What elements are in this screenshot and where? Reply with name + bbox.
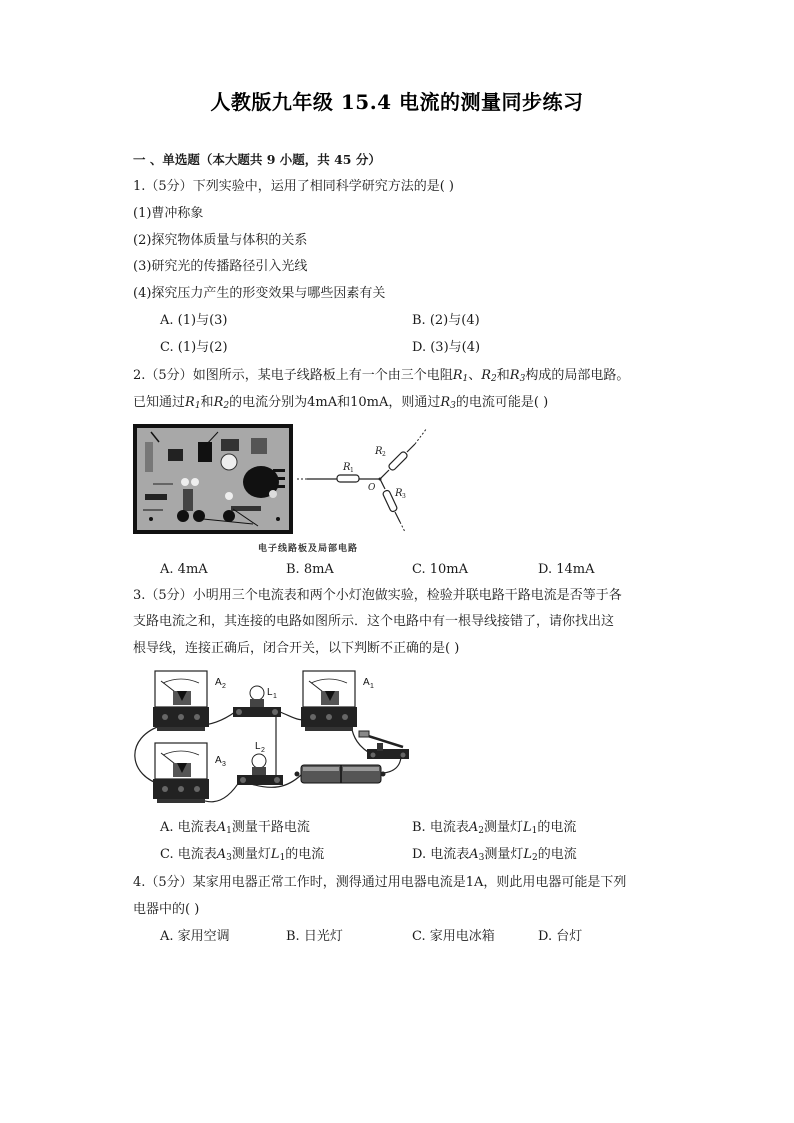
question-text: 下列实验中，运用了相同科学研究方法的是( ) — [192, 179, 454, 194]
q1-option-a[interactable] — [160, 313, 228, 329]
svg-text:3: 3 — [402, 493, 406, 500]
q2-option-c[interactable] — [412, 562, 468, 578]
var-a: A — [216, 820, 227, 835]
option-label: B. — [412, 820, 426, 835]
q4-option-d[interactable] — [538, 929, 582, 945]
var-l: L — [522, 820, 532, 835]
subscript: 1 — [279, 853, 286, 863]
option-text: 测量灯 — [231, 847, 271, 862]
option-text: 的电流 — [285, 847, 325, 862]
option-label: C. — [160, 340, 174, 355]
question-score: （5分） — [145, 368, 193, 383]
option-text: 测量干路电流 — [231, 820, 310, 835]
figure-caption: 电子线路板及局部电路 — [258, 544, 359, 554]
option-text: 电流表 — [429, 820, 469, 835]
question-1-item: (1)曹冲称象 — [133, 206, 204, 221]
subscript: 3 — [478, 853, 485, 863]
question-text: 某家用电器正常工作时，测得通过用电器电流是1A，则此用电器可能是下列 — [192, 875, 627, 890]
option-label: C. — [412, 562, 426, 577]
question-text: 小明用三个电流表和两个小灯泡做实验，检验并联电路干路电流是否等于各 — [192, 588, 622, 603]
q3-option-a[interactable] — [160, 820, 310, 839]
switch — [359, 731, 409, 759]
option-text: 的电流 — [537, 820, 577, 835]
svg-text:1: 1 — [350, 467, 354, 474]
var-l: L — [270, 847, 280, 862]
ammeter-a3 — [153, 743, 209, 803]
option-text: 测量灯 — [483, 820, 523, 835]
q3-option-d[interactable] — [412, 847, 577, 866]
var-r: $R_2$ — [213, 395, 230, 411]
question-score: （5分） — [145, 179, 193, 194]
label-o: O — [368, 483, 376, 493]
option-label: A. — [160, 929, 174, 944]
option-label: A. — [160, 562, 174, 577]
circuit-board-photo — [133, 424, 293, 534]
var-r: $R_3$ — [509, 368, 526, 384]
svg-text:A: A — [215, 755, 222, 766]
question-1-item: (2)探究物体质量与体积的关系 — [133, 233, 308, 248]
question-score: （5分） — [145, 875, 193, 890]
option-text: 电流表 — [177, 820, 217, 835]
document-title: 人教版九年级 15.4 电流的测量同步练习 — [210, 90, 584, 114]
question-3-stem-line-3: 根导线，连接正确后，闭合开关，以下判断不正确的是( ) — [133, 641, 460, 656]
question-1-item: (4)探究压力产生的形变效果与哪些因素有关 — [133, 286, 386, 301]
q2-option-a[interactable] — [160, 562, 208, 578]
q1-option-d[interactable] — [412, 340, 480, 356]
section-header: 一 、单选题（本大题共 9 小题，共 45 分） — [133, 152, 381, 167]
option-label: B. — [412, 313, 426, 328]
question-number: 4. — [133, 875, 146, 890]
question-score: （5分） — [145, 588, 193, 603]
option-text: 8mA — [303, 562, 334, 577]
ammeter-circuit-figure — [133, 667, 418, 809]
option-text: 电流表 — [177, 847, 217, 862]
partial-circuit-diagram — [295, 424, 435, 534]
option-text: 的电流 — [537, 847, 577, 862]
label-r1: R — [343, 462, 351, 473]
var-r: $R_2$ — [481, 368, 497, 384]
option-label: D. — [412, 340, 427, 355]
option-text: (1)与(3) — [177, 313, 228, 328]
option-label: B. — [286, 929, 300, 944]
var-l: L — [523, 847, 533, 862]
option-label: A. — [160, 820, 174, 835]
option-label: D. — [538, 929, 553, 944]
svg-text:A: A — [215, 677, 222, 688]
option-text: 家用电冰箱 — [429, 929, 495, 944]
option-text: 电流表 — [430, 847, 470, 862]
question-number: 2. — [133, 368, 146, 383]
option-label: C. — [160, 847, 174, 862]
question-text: 和 — [200, 395, 214, 410]
var-r: $R_1$ — [185, 395, 201, 411]
option-text: 10mA — [429, 562, 469, 577]
subscript: 3 — [226, 853, 232, 863]
q1-option-b[interactable] — [412, 313, 480, 329]
q3-option-c[interactable] — [160, 847, 324, 866]
q4-option-c[interactable] — [412, 929, 495, 945]
q2-option-b[interactable] — [286, 562, 334, 578]
var-a: A — [469, 847, 479, 862]
svg-text:L: L — [255, 741, 261, 752]
option-text: 4mA — [177, 562, 208, 577]
question-1-stem — [133, 179, 454, 195]
question-text: 的电流分别为4mA和10mA，则通过 — [229, 395, 441, 410]
question-text: 的电流可能是( ) — [455, 395, 549, 410]
var-r: $R_3$ — [440, 395, 456, 411]
question-4-stem-line-1 — [133, 875, 626, 891]
subscript: 1 — [226, 826, 232, 836]
svg-text:L: L — [267, 687, 273, 698]
subscript: 1 — [531, 826, 538, 836]
option-text: 日光灯 — [303, 929, 343, 944]
option-label: A. — [160, 313, 174, 328]
svg-text:1: 1 — [273, 693, 277, 700]
label-r3: R — [395, 488, 403, 499]
question-1-item: (3)研究光的传播路径引入光线 — [133, 259, 308, 274]
ammeter-a2 — [153, 671, 209, 731]
option-text: 家用空调 — [177, 929, 230, 944]
option-label: B. — [286, 562, 300, 577]
question-2-stem-line-2 — [133, 395, 548, 414]
option-label: D. — [412, 847, 427, 862]
option-text: 测量灯 — [484, 847, 524, 862]
svg-text:2: 2 — [261, 747, 265, 754]
svg-text:2: 2 — [222, 683, 226, 690]
option-text: 14mA — [556, 562, 595, 577]
q3-option-b[interactable] — [412, 820, 576, 839]
q4-option-a[interactable] — [160, 929, 230, 945]
question-3-stem-line-2: 支路电流之和，其连接的电路如图所示．这个电路中有一根导线接错了，请你找出这 — [133, 614, 615, 629]
svg-text:3: 3 — [222, 761, 226, 768]
svg-text:1: 1 — [370, 683, 374, 690]
question-2-stem-line-1 — [133, 368, 629, 387]
option-text: (3)与(4) — [430, 340, 481, 355]
option-text: 台灯 — [556, 929, 583, 944]
subscript: 2 — [532, 853, 538, 863]
question-text: 已知通过 — [133, 395, 186, 410]
q4-option-b[interactable] — [286, 929, 343, 945]
question-text: 构成的局部电路。 — [525, 368, 630, 383]
svg-text:A: A — [363, 677, 370, 688]
option-text: (2)与(4) — [429, 313, 480, 328]
question-number: 3. — [133, 588, 146, 603]
battery — [295, 765, 386, 783]
option-label: C. — [412, 929, 426, 944]
ammeter-a1 — [301, 671, 357, 731]
var-r: $R_1$ — [452, 368, 469, 384]
question-4-stem-line-2: 电器中的( ) — [133, 902, 200, 917]
svg-text:2: 2 — [382, 451, 386, 458]
subscript: 2 — [478, 826, 484, 836]
q1-option-c[interactable] — [160, 340, 228, 356]
question-number: 1. — [133, 179, 146, 194]
q2-option-d[interactable] — [538, 562, 595, 578]
question-3-stem-line-1 — [133, 588, 622, 604]
question-text: 和 — [496, 368, 510, 383]
question-text: 如图所示，某电子线路板上有一个由三个电阻 — [192, 368, 453, 383]
bulb-l1 — [233, 686, 281, 717]
label-r2: R — [375, 446, 383, 457]
var-a: A — [216, 847, 227, 862]
var-a: A — [468, 820, 479, 835]
option-label: D. — [538, 562, 553, 577]
question-text: 、 — [468, 368, 482, 383]
option-text: (1)与(2) — [177, 340, 228, 355]
